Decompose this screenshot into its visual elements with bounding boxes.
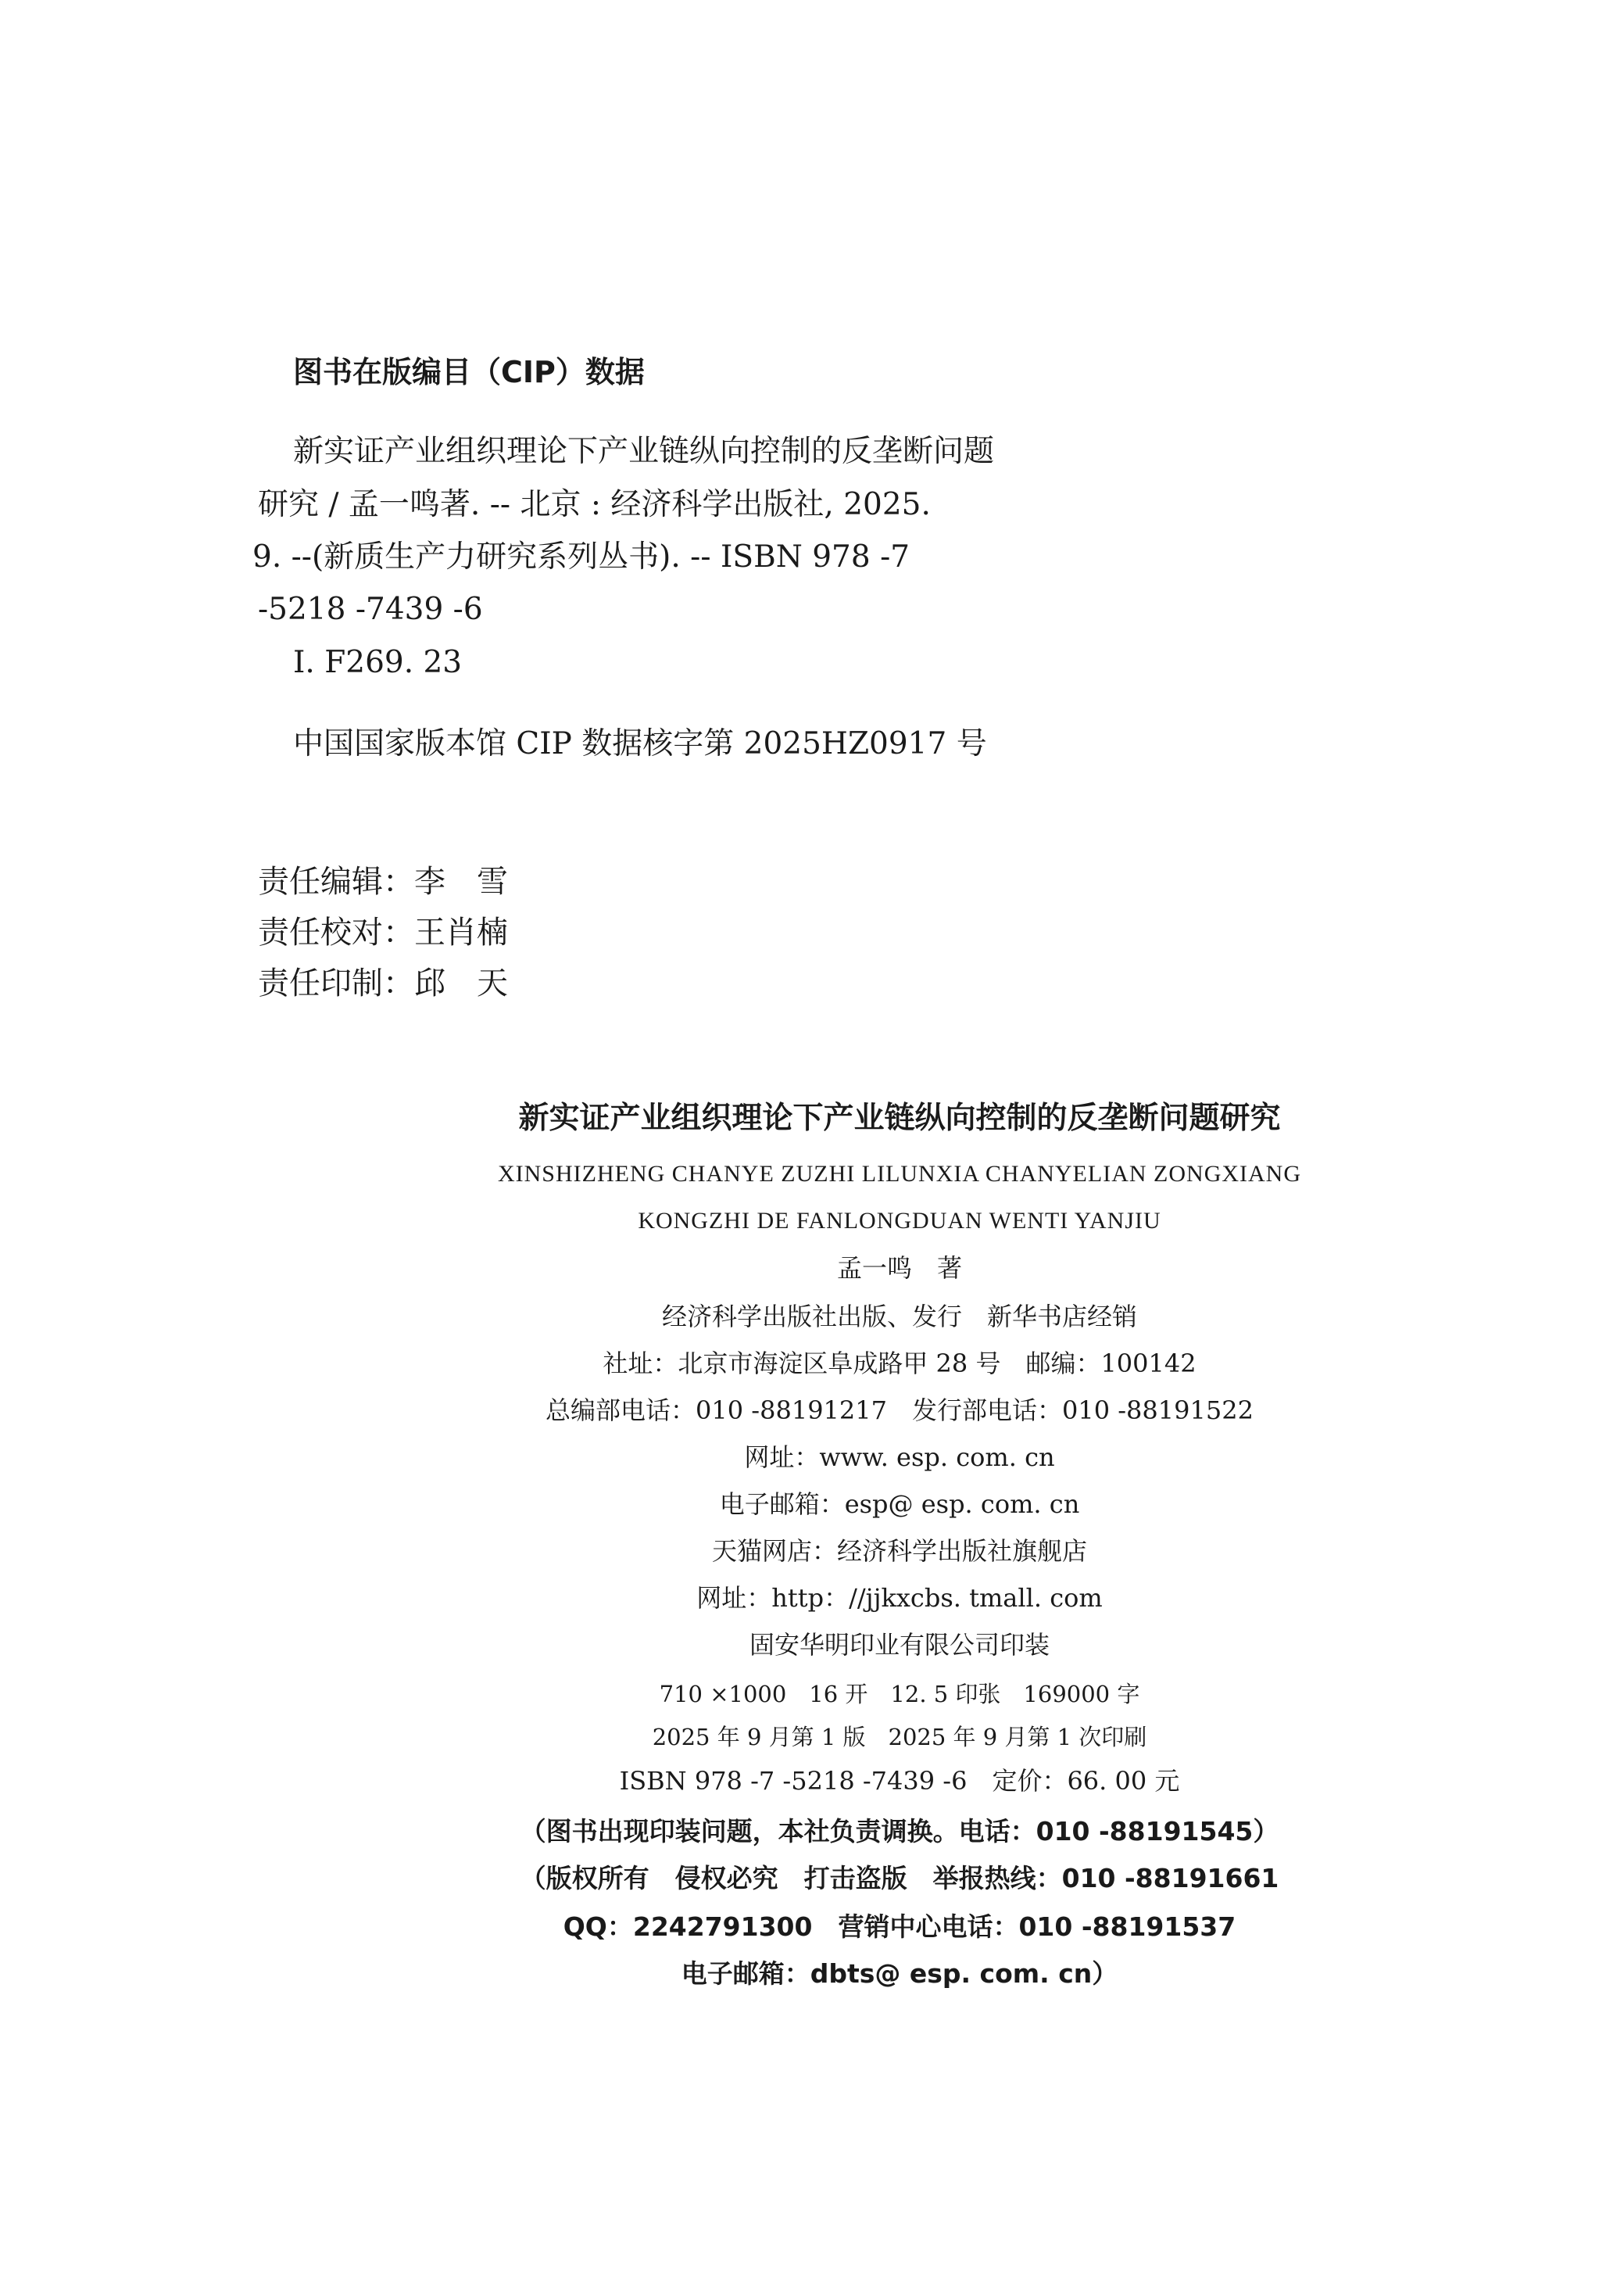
tmall-url-line: 网址：http：//jjkxcbs. tmall. com (696, 1583, 1103, 1613)
cip-line-1: 新实证产业组织理论下产业链纵向控制的反垄断问题 (293, 434, 995, 469)
book-title-en-line-2: KONGZHI DE FANLONGDUAN WENTI YANJIU (638, 1208, 1161, 1234)
edition-line: 2025 年 9 月第 1 版 2025 年 9 月第 1 次印刷 (652, 1724, 1147, 1750)
phones-line: 总编部电话：010 -88191217 发行部电话：010 -88191522 (546, 1395, 1254, 1425)
address-line: 社址：北京市海淀区阜成路甲 28 号 邮编：100142 (603, 1349, 1197, 1378)
notice-line-3: QQ：2242791300 营销中心电话：010 -88191537 (563, 1911, 1236, 1942)
book-title-en-line-1: XINSHIZHENG CHANYE ZUZHI LILUNXIA CHANYELIAN ZONGXIANG (497, 1161, 1302, 1187)
print-manager-credit: 责任印制：邱 天 (258, 965, 508, 1001)
cip-verification: 中国国家版本馆 CIP 数据核字第 2025HZ0917 号 (293, 726, 987, 761)
cip-line-4: -5218 -7439 -6 (258, 592, 483, 627)
cip-heading: 图书在版编目（CIP）数据 (293, 355, 645, 389)
cip-line-3: 9. --(新质生产力研究系列丛书). -- ISBN 978 -7 (252, 539, 910, 575)
notice-line-4: 电子邮箱：dbts@ esp. com. cn） (681, 1958, 1118, 1989)
publisher-line: 经济科学出版社出版、发行 新华书店经销 (661, 1302, 1137, 1331)
author-line: 孟一鸣 著 (836, 1253, 962, 1283)
format-line: 710 ×1000 16 开 12. 5 印张 169000 字 (659, 1681, 1140, 1707)
notice-line-1: （图书出现印装问题，本社负责调换。电话：010 -88191545） (520, 1816, 1279, 1847)
cip-line-2: 研究 / 孟一鸣著. -- 北京 : 经济科学出版社, 2025. (258, 487, 931, 522)
notice-line-2: （版权所有 侵权必究 打击盗版 举报热线：010 -88191661 (520, 1863, 1279, 1893)
cip-line-5: Ⅰ. F269. 23 (293, 645, 463, 680)
printer-line: 固安华明印业有限公司印装 (749, 1630, 1050, 1660)
editor-credit: 责任编辑：李 雪 (258, 864, 508, 900)
tmall-store-line: 天猫网店：经济科学出版社旗舰店 (711, 1536, 1087, 1566)
email-line: 电子邮箱：esp@ esp. com. cn (719, 1489, 1080, 1519)
book-title-cn: 新实证产业组织理论下产业链纵向控制的反垄断问题研究 (518, 1101, 1281, 1136)
website-line: 网址：www. esp. com. cn (744, 1442, 1055, 1472)
isbn-price-line: ISBN 978 -7 -5218 -7439 -6 定价：66. 00 元 (619, 1766, 1180, 1796)
proofreader-credit: 责任校对：王肖楠 (258, 915, 508, 951)
